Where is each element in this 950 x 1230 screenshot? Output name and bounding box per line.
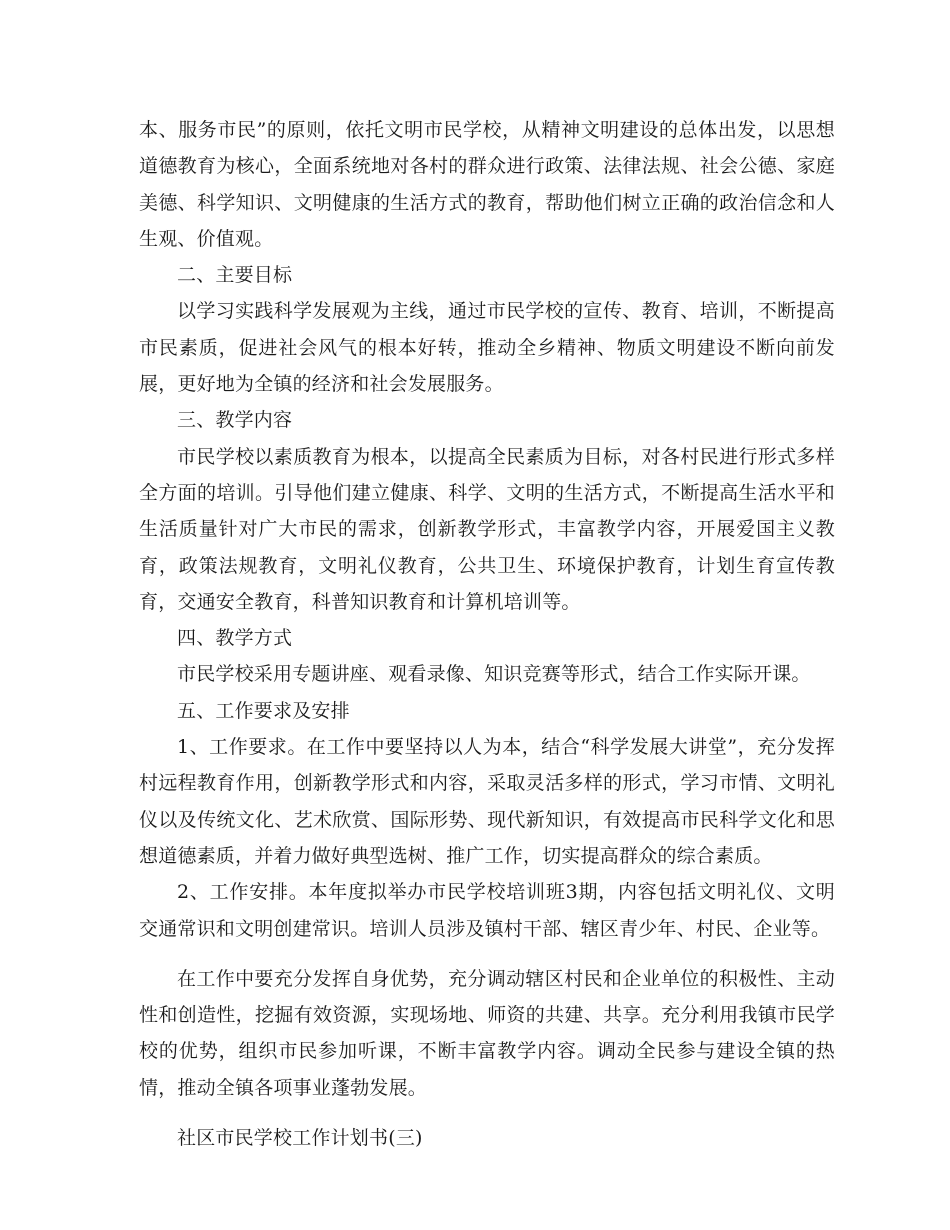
paragraph-intro-continued: 本、服务市民”的原则，依托文明市民学校，从精神文明建设的总体出发，以思想道德教育为核心，全面系统地对各村的群众进行政策、法律法规、社会公德、家庭美德、科学知识、文明健康的生活方式的教育，帮助他们树立正确的政治信念和人生观、价值观。	[139, 119, 835, 250]
section-heading-teaching-content: 三、教学内容	[177, 409, 293, 432]
paragraph-work-summary: 在工作中要充分发挥自身优势，充分调动辖区村民和企业单位的积极性、主动性和创造性，挖掘有效资源，实现场地、师资的共建、共享。充分利用我镇市民学校的优势，组织市民参加听课，不断丰富教学内容。调动全民参与建设全镇的热情，推动全镇各项事业蓬勃发展。	[139, 967, 835, 1099]
paragraph-work-requirements: 1、工作要求。在工作中要坚持以人为本，结合“科学发展大讲堂”，充分发挥村远程教育作用，创新教学形式和内容，采取灵活多样的形式，学习市情、文明礼仪以及传统文化、艺术欣赏、国际形势、现代新知识，有效提高市民科学文化和思想道德素质，并着力做好典型选树、推广工作，切实提高群众的综合素质。	[139, 736, 835, 867]
section-heading-work-requirements: 五、工作要求及安排	[177, 699, 350, 722]
document-title-part-three: 社区市民学校工作计划书(三)	[177, 1127, 423, 1150]
paragraph-main-goals: 以学习实践科学发展观为主线，通过市民学校的宣传、教育、培训，不断提高市民素质，促进社会风气的根本好转，推动全乡精神、物质文明建设不断向前发展，更好地为全镇的经济和社会发展服务。	[139, 300, 835, 396]
section-heading-main-goals: 二、主要目标	[177, 264, 293, 287]
paragraph-teaching-content: 市民学校以素质教育为根本，以提高全民素质为目标，对各村民进行形式多样全方面的培训。引导他们建立健康、科学、文明的生活方式，不断提高生活水平和生活质量针对广大市民的需求，创新教学形式，丰富教学内容，开展爱国主义教育，政策法规教育，文明礼仪教育，公共卫生、环境保护教育，计划生育宣传教育，交通安全教育，科普知识教育和计算机培训等。	[139, 445, 835, 613]
section-heading-teaching-methods: 四、教学方式	[177, 627, 293, 650]
paragraph-teaching-methods: 市民学校采用专题讲座、观看录像、知识竞赛等形式，结合工作实际开课。	[177, 663, 811, 686]
document-body	[139, 112, 835, 1156]
paragraph-work-arrangement: 2、工作安排。本年度拟举办市民学校培训班3期，内容包括文明礼仪、文明交通常识和文明创建常识。培训人员涉及镇村干部、辖区青少年、村民、企业等。	[139, 881, 835, 940]
